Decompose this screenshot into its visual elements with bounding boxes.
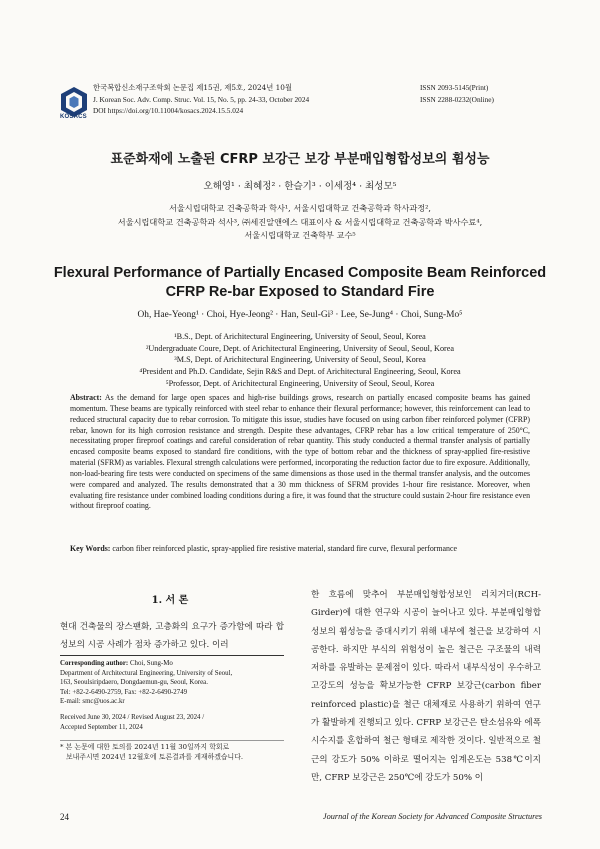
keywords [70, 544, 540, 553]
english-affiliation-line: ⁵Professor, Dept. of Arichitectural Engineering, University of Seoul, Seoul, Korea [165, 378, 435, 388]
english-affiliation-line: ¹B.S., Dept. of Arichitectural Engineering, University of Seoul, Seoul, Korea [174, 332, 426, 341]
doi: DOI https://doi.org/10.11004/kosacs.2024.15.5.024 [93, 106, 244, 115]
abstract [70, 393, 530, 512]
english-affiliations [60, 331, 540, 390]
corresponding-phone: Tel: +82-2-6490-2759, Fax: +82-2-6490-2749 [60, 688, 188, 696]
korean-authors: 오해영¹ · 최혜정² · 한슬기³ · 이세정⁴ · 최성모⁵ [203, 181, 397, 192]
page-number: 24 [60, 812, 69, 822]
english-title [50, 264, 550, 302]
section-heading: 1. 서 론 [151, 595, 189, 606]
corresponding-address: Department of Architectural Engineering, University of Seoul, [60, 669, 233, 677]
korean-affiliations [60, 202, 540, 243]
english-affiliation-line: ²Undergraduate Coure, Dept. of Arichitectural Engineering, University of Seoul, Seoul, Korea [145, 343, 455, 353]
abstract-label: Abstract: [70, 393, 102, 402]
issn-online: ISSN 2288-0232(Online) [420, 94, 494, 104]
corresponding-author [60, 659, 284, 669]
korean-affiliation-line: 서울시립대학교 건축학부 교수⁵ [244, 230, 356, 240]
dates-line: Received June 30, 2024 / Revised August 23, 2024 / [60, 714, 205, 721]
journal-citation [93, 82, 309, 117]
korean-affiliation-line: 서울시립대학교 건축공학과 석사³, ㈜세진알앤에스 대표이사 & 서울시립대학교 건축공학과 박사수료⁴, [117, 216, 483, 227]
korean-affiliation-line: 서울시립대학교 건축공학과 학사¹, 서울시립대학교 건축공학과 학사과정², [168, 203, 432, 213]
abstract-text: As the demand for large open spaces and high-rise buildings grows, research on partially encased composite beams has gained momentum. These beams are typically reinforced with steel rebar to enhance their flexural performance; however, this reinforcement can lead to reduced structural capacity due to rebar corrosion. To mitigate this issue, studies have focused on using carbon fiber reinforced polymer (CFRP) rebar, known for its high corrosion resistance and strength. Despite these advantages, CFRP rebar has a low critical temperature of 250°C, necessitating proper fireproof coatings and careful consideration of rebar quantity. This study conducted a thermal transfer analysis of partially encased composite beams exposed to standard fire conditions, with the type of bottom rebar and the thickness of spray-applied fire-resistive material (SFRM) as variables. Flexural strength calculations were performed, incorporating the reduction factor due to fire exposure. Additionally, non-load-bearing fire tests were conducted on specimens of the same dimensions as those used in the thermal transfer analysis, and the outcomes were compared and analyzed. The results demonstrated that a 30 mm thickness of SFRM provides 1-hour fire resistance. Moreover, when evaluating fire resistance under combined loading conditions during a fire, it was found that the structure could sustain 2-hour fire resistance even without fireproof coating. [70, 393, 530, 511]
dates-line: Accepted September 11, 2024 [60, 723, 143, 731]
journal-header [60, 82, 540, 124]
logo-text: KOSACS [60, 114, 87, 120]
english-affiliation-line: ³M.S, Dept. of Arichitectural Engineering, University of Seoul, Seoul, Korea [174, 355, 426, 365]
issn-print: ISSN 2093-5145(Print) [420, 83, 489, 92]
journal-footer: Journal of the Korean Society for Advanced Composite Structures [322, 812, 542, 821]
note-line: 보내주시면 2024년 12월호에 토론결과를 게재하겠습니다. [66, 752, 244, 761]
corresponding-email: E-mail: smc@uos.ac.kr [60, 698, 125, 706]
issn-block [420, 82, 540, 105]
intro-text-left: 현대 건축물의 장스팬화, 고층화의 요구가 증가함에 따라 합성보의 시공 사례가 점차 증가하고 있다. 이러 [60, 622, 284, 650]
corresponding-label: Corresponding author: [60, 660, 129, 667]
discussion-note [60, 740, 284, 762]
english-affiliation-line: ⁴President and Ph.D. Candidate, Sejin R&S and Dept. of Arichitectural Engineering, Seoul, Korea [139, 367, 461, 377]
english-title-line: Flexural Performance of Partially Encased Composite Beam Reinforced [53, 265, 547, 281]
english-authors: Oh, Hae-Yeong¹ · Choi, Hye-Jeong² · Han, Seul-Gi³ · Lee, Se-Jung⁴ · Choi, Sung-Mo⁵ [137, 310, 463, 320]
corresponding-address: 163, Seoulsiripdaero, Dongdaemun-gu, Seoul, Korea. [60, 679, 208, 687]
journal-name-kor: 한국복합신소재구조학회 논문집 제15권, 제5호, 2024년 10월 [93, 83, 292, 92]
note-line: * 본 논문에 대한 토의를 2024년 11월 30일까지 학회로 [60, 743, 230, 751]
korean-title: 표준화재에 노출된 CFRP 보강근 보강 부분매입형합성보의 휨성능 [110, 152, 490, 167]
manuscript-dates [60, 713, 284, 732]
corresponding-name: Choi, Sung-Mo [129, 660, 173, 667]
intro-text-right: 한 흐름에 맞추어 부분매입형합성보인 리치거더(RCH-Girder)에 대한 연구와 시공이 늘어나고 있다. 부분매입형합성보의 휨성능을 증대시키기 위해 내부에 철근을 보강하여 시공한다. 하지만 부식의 위험성이 높은 철근은 구조물의 내력 저하를 유발하는 문제점이 있다. 따라서 내부식성이 우수하고 고강도의 성능을 확보가능한 CFRP 보강근(carbon fiber reinforced plastic)을 철근 대체재로 사용하기 위하여 연구가 활발하게 진행되고 있다. CFRP 보강근은 탄소섬유와 에폭시수지를 혼합하여 철근 형태로 제작한 것이다. 일반적으로 철근의 강도가 50% 이하로 떨어지는 임계온도는 538℃이지만, CFRP 보강근은 250℃에 강도가 50% 이 [311, 590, 541, 783]
keywords-label: Key Words: [70, 544, 111, 553]
english-title-line: CFRP Re-bar Exposed to Standard Fire [165, 284, 435, 300]
corresponding-author-box [60, 655, 284, 707]
journal-volume: J. Korean Soc. Adv. Comp. Struc. Vol. 15, No. 5, pp. 24-33, October 2024 [93, 94, 310, 104]
keywords-text: carbon fiber reinforced plastic, spray-applied fire resistive material, standard fire curve, flexural performance [112, 544, 458, 553]
